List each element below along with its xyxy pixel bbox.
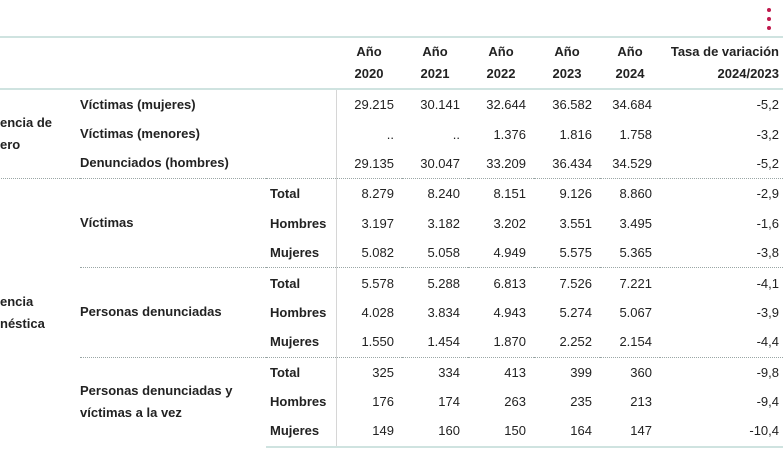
statistics-table-container [0,36,783,448]
cell-rate: -3,2 [756,126,779,142]
sex-label: Mujeres [270,245,320,261]
cell-value: 29.135 [336,149,402,179]
header-blank [266,37,336,89]
cell-value: 30.047 [420,155,460,171]
table-row [0,89,783,119]
cell-rate: -9,4 [756,394,779,410]
cell-value: 149 [336,416,402,446]
cell-value: .. [336,119,402,148]
cell-value: 30.141 [420,97,460,113]
cell-rate: -5,2 [756,155,779,171]
cell-value: 360 [600,357,660,387]
cell-rate: -9,8 [660,357,783,387]
cell-value: 3.495 [619,215,652,231]
statistics-table [0,36,783,448]
table-row [0,149,783,179]
header-year-2021: Año 2021 [402,37,468,89]
cell-value: 1.870 [493,334,526,350]
cell-value: 3.834 [427,304,460,320]
header-year-2024: Año 2024 [600,37,660,89]
table-row [0,357,783,387]
cell-value: 176 [336,387,402,416]
sex-label: Mujeres [270,334,320,350]
cell-value: 213 [630,394,652,410]
cell-value: 4.943 [493,304,526,320]
cell-value: 263 [504,394,526,410]
sex-label: Total [266,357,336,387]
cell-value: 29.215 [336,89,402,119]
header-year-2022: Año 2022 [468,37,534,89]
cell-rate: -10,4 [660,416,783,446]
kebab-menu-icon[interactable] [764,8,774,30]
cell-value: 235 [570,394,592,410]
cell-rate: -4,1 [660,268,783,298]
cell-value: 5.058 [427,245,460,261]
cell-value: 5.082 [336,238,402,268]
cell-value: 2.252 [559,334,592,350]
cell-value: 7.526 [534,268,600,298]
header-year-2023: Año 2023 [534,37,600,89]
cell-value: 5.274 [559,304,592,320]
header-blank [0,37,80,89]
group-label: Víctimas [80,179,266,268]
group-label: Personas denunciadas y víctimas a la vez [80,357,266,447]
cell-value: 2.154 [619,334,652,350]
cell-value: 174 [438,394,460,410]
cell-value: .. [452,126,460,142]
header-rate: Tasa de variación 2024/2023 [660,37,783,89]
cell-value: 5.365 [619,245,652,261]
cell-value: 5.288 [402,268,468,298]
section-label-genero: encia de ero [0,115,53,153]
cell-value: 8.860 [600,179,660,209]
cell-rate: -3,8 [756,245,779,261]
cell-value: 36.434 [552,155,592,171]
cell-value: 34.684 [612,97,652,113]
sex-label: Hombres [270,394,327,410]
table-row [0,179,783,209]
cell-value: 5.575 [559,245,592,261]
kebab-dot [767,26,771,30]
cell-value: 3.551 [559,215,592,231]
section-label-domestica: encia néstica [0,179,80,447]
cell-value: 7.221 [600,268,660,298]
cell-value: 5.578 [336,268,402,298]
cell-value: 6.813 [468,268,534,298]
row-label: Víctimas (menores) [80,126,200,142]
cell-value: 1.454 [427,334,460,350]
sex-label: Hombres [270,304,327,320]
cell-value: 325 [336,357,402,387]
table-row [0,268,783,298]
cell-value: 1.376 [493,126,526,142]
cell-value: 1.550 [336,327,402,357]
cell-rate: -5,2 [756,97,779,113]
header-blank [80,37,266,89]
header-row [0,37,783,89]
kebab-dot [767,8,771,12]
cell-value: 34.529 [612,155,652,171]
cell-rate: -3,9 [756,304,779,320]
header-year-2020: Año 2020 [336,37,402,89]
cell-value: 150 [468,416,534,446]
sex-label: Hombres [270,215,327,231]
cell-value: 36.582 [552,97,592,113]
cell-value: 5.067 [619,304,652,320]
cell-value: 334 [402,357,468,387]
cell-value: 33.209 [486,155,526,171]
sex-label: Total [266,268,336,298]
sex-label: Mujeres [266,416,336,446]
cell-value: 413 [468,357,534,387]
table-row [0,119,783,148]
row-label: Denunciados (hombres) [80,155,229,171]
kebab-dot [767,17,771,21]
cell-value: 147 [600,416,660,446]
cell-value: 4.028 [336,298,402,327]
cell-value: 1.758 [619,126,652,142]
cell-value: 32.644 [486,97,526,113]
cell-rate: -2,9 [660,179,783,209]
group-label: Personas denunciadas [80,268,266,357]
cell-value: 399 [534,357,600,387]
row-label: Víctimas (mujeres) [80,96,196,112]
cell-value: 164 [534,416,600,446]
cell-value: 4.949 [493,245,526,261]
sex-label: Total [266,179,336,209]
cell-rate: -1,6 [756,215,779,231]
cell-value: 3.197 [336,209,402,238]
cell-value: 3.202 [493,215,526,231]
cell-value: 8.151 [468,179,534,209]
cell-value: 1.816 [559,126,592,142]
cell-value: 8.279 [336,179,402,209]
cell-value: 9.126 [534,179,600,209]
cell-value: 3.182 [427,215,460,231]
cell-value: 8.240 [402,179,468,209]
cell-rate: -4,4 [756,334,779,350]
cell-value: 160 [402,416,468,446]
